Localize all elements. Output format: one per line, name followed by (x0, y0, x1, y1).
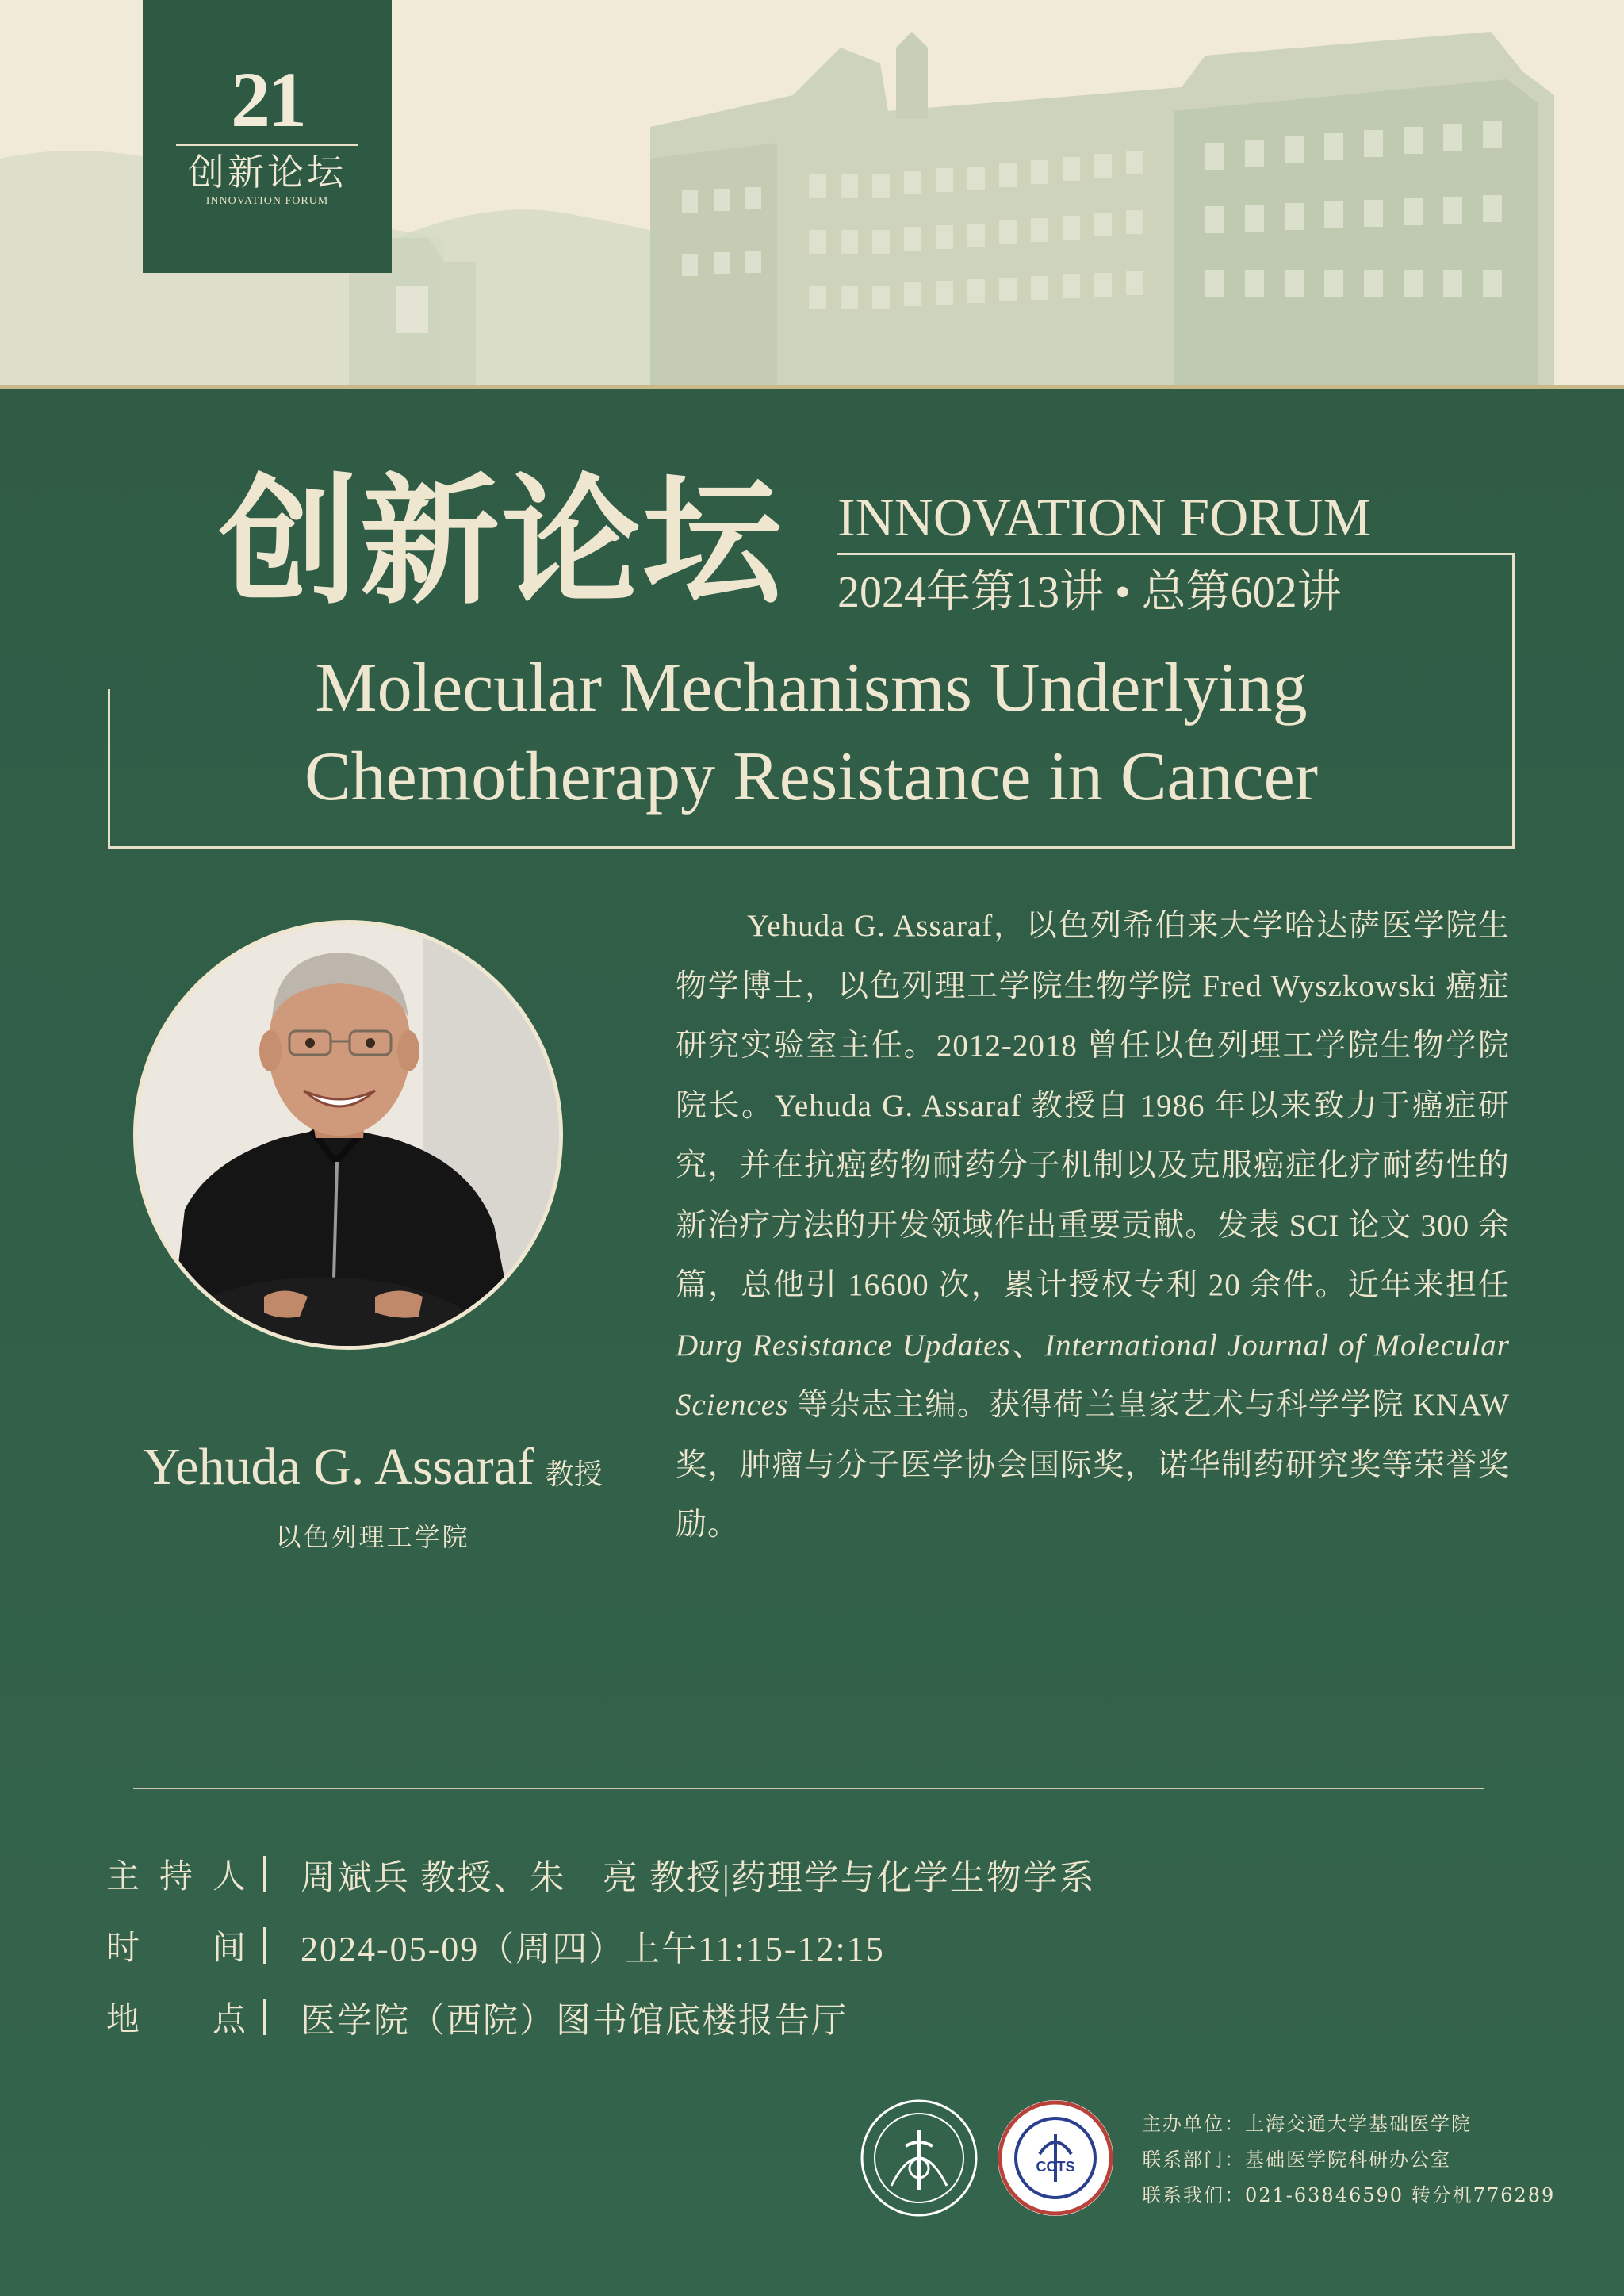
ccts-seal (996, 2099, 1115, 2217)
frame-top (837, 553, 1515, 555)
host-label-char: 人 (212, 1857, 249, 1895)
host-label (106, 1850, 249, 1898)
header-banner (0, 0, 1624, 387)
place-label-char: 地 (106, 1999, 144, 2038)
logo-divider (176, 144, 358, 146)
time-label-char: 时 (106, 1928, 144, 1967)
banner-divider (0, 385, 1624, 389)
host-separator (263, 1856, 266, 1892)
speaker-title: 教授 (545, 1458, 603, 1491)
page-title-en: INNOVATION FORUM (837, 487, 1372, 547)
time-row (106, 1918, 885, 1973)
school-seal-icon (860, 2099, 979, 2217)
talk-title-line1: Molecular Mechanisms Underlying (315, 650, 1308, 726)
department-text: 联系部门：基础医学院科研办公室 (1142, 2148, 1451, 2171)
bio-text-1: Yehuda G. Assaraf，以色列希伯来大学哈达萨医学院生物学博士，以色列理工学院生物学院 Fred Wyszkowski 癌症研究实验室主任。2012-2018 曾任以色列理工学院生物学院院长。Yehuda G. Assaraf 教授自 1986 年以来致力于癌症研究，并在抗癌药物耐药分子机制以及克服癌症化疗耐药性的新治疗方法的开发领域作出重要贡献。发表 SCI 论文 300 余篇，总他引 16600 次，累计授权专利 20 余件。近年来担任 (676, 909, 1510, 1302)
speaker-name (48, 1435, 698, 1507)
ccts-seal-text: CCTS (1036, 2159, 1075, 2175)
organizer-text: 主办单位：上海交通大学基础医学院 (1142, 2113, 1472, 2135)
host-value: 周斌兵 教授、朱 亮 教授|药理学与化学生物学系 (301, 1858, 1096, 1897)
time-label-char: 间 (212, 1928, 249, 1967)
time-label (106, 1922, 249, 1969)
host-row (106, 1846, 1096, 1902)
sjtu-basic-medicine-seal (860, 2099, 979, 2217)
host-label-char: 主 (106, 1857, 144, 1895)
speaker-portrait (133, 920, 563, 1350)
time-separator (263, 1927, 266, 1964)
place-label-char: 点 (212, 1999, 249, 2038)
time-value: 2024-05-09（周四）上午11:15-12:15 (301, 1930, 885, 1968)
bio-separator: 、 (1010, 1328, 1045, 1363)
page-title-cn: 创新论坛 (219, 459, 784, 623)
ccts-seal-icon (996, 2099, 1115, 2217)
forum-logo (143, 0, 392, 273)
logo-title-cn: 创新论坛 (188, 151, 347, 194)
speaker-bio (676, 896, 1510, 1555)
logo-title-en: INNOVATION FORUM (205, 195, 329, 207)
info-divider (133, 1788, 1484, 1789)
contact-text: 联系我们：021-63846590 转分机776289 (1142, 2184, 1556, 2206)
logo-number: 21 (231, 56, 304, 144)
talk-title (159, 644, 1464, 822)
frame-left (108, 689, 110, 849)
talk-title-line2: Chemotherapy Resistance in Cancer (304, 738, 1319, 815)
bio-journal-1: Durg Resistance Updates (676, 1328, 1011, 1363)
place-row (106, 1989, 848, 2045)
place-separator (263, 1999, 266, 2035)
lecture-issue: 2024年第13讲 • 总第602讲 (837, 568, 1342, 617)
speaker-affiliation: 以色列理工学院 (275, 1522, 470, 1552)
bio-journal-2: International Journal of Molecular Sciences (676, 1328, 1510, 1422)
footer-contact-info (1142, 2106, 1555, 2214)
host-label-char: 持 (159, 1857, 196, 1895)
speaker-photo-illustration (137, 924, 559, 1346)
frame-right (1512, 553, 1515, 849)
speaker-name-text: Yehuda G. Assaraf (143, 1438, 534, 1496)
bio-text-2: 等杂志主编。获得荷兰皇家艺术与科学学院 KNAW 奖，肿瘤与分子医学协会国际奖，诺华制药研究奖等荣誉奖励。 (676, 1388, 1510, 1542)
place-value: 医学院（西院）图书馆底楼报告厅 (301, 2001, 848, 2040)
frame-bottom (108, 846, 1515, 849)
place-label (106, 1993, 249, 2041)
